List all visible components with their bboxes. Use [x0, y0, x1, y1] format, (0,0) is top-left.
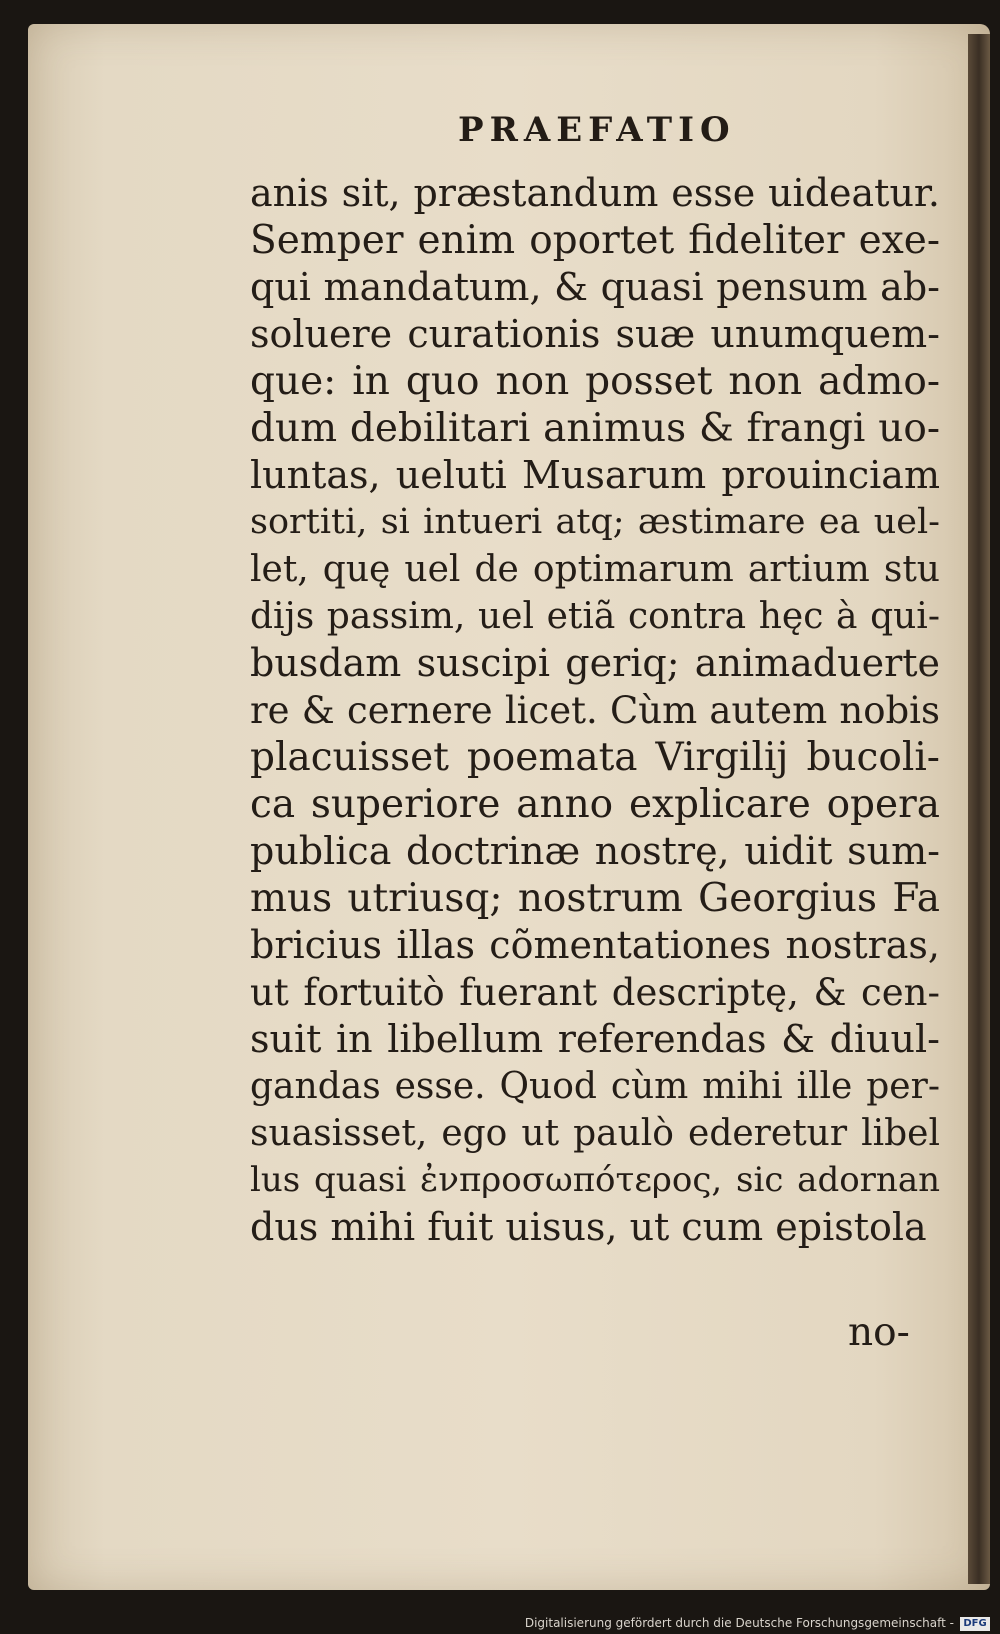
- text-line: Semper enim oportet fideliter exe-: [250, 218, 940, 263]
- text-line: placuisset poemata Virgilij bucoli-: [250, 735, 940, 780]
- text-line: gandas esse. Quod cùm mihi ille per-: [250, 1066, 940, 1107]
- book-spine-edge: [968, 34, 990, 1584]
- text-line: ut fortuitò fuerant descriptę, & cen-: [250, 971, 940, 1014]
- catchword: no-: [848, 1310, 910, 1355]
- text-line: soluere curationis suæ unumquem-: [250, 312, 940, 356]
- text-line: suit in libellum referendas & diuul-: [250, 1017, 940, 1061]
- text-line: ca superiore anno explicare opera: [250, 782, 940, 827]
- text-line: anis sit, præstandum esse uideatur.: [250, 171, 940, 215]
- text-line: suasisset, ego ut paulò ederetur libel: [250, 1113, 940, 1154]
- text-line: dum debilitari animus & frangi uo-: [250, 406, 940, 451]
- text-line: mus utriusq; nostrum Georgius Fa: [250, 876, 940, 921]
- text-line: qui mandatum, & quasi pensum ab-: [250, 265, 940, 309]
- text-line: luntas, ueluti Musarum prouinciam: [250, 453, 940, 497]
- text-line: busdam suscipi geriq; animaduerte: [250, 641, 940, 685]
- text-line: let, quę uel de optimarum artium stu: [250, 549, 940, 590]
- text-line: bricius illas cõmentationes nostras,: [250, 923, 940, 967]
- digitization-credit: Digitalisierung gefördert durch die Deutsche Forschungsgemeinschaft -: [524, 1616, 954, 1630]
- text-line: dus mihi fuit uisus, ut cum epistola: [250, 1205, 927, 1249]
- dfg-logo: DFG: [960, 1617, 990, 1631]
- text-line: publica doctrinæ nostrę, uidit sum-: [250, 829, 940, 873]
- running-header: PRAEFATIO: [458, 110, 736, 150]
- text-line: lus quasi ἐνπροσωπότερος, sic adornan: [250, 1160, 940, 1200]
- text-line: que: in quo non posset non admo-: [250, 359, 940, 404]
- text-line: dijs passim, uel etiã contra hęc à qui-: [250, 596, 940, 637]
- text-line: sortiti, si intueri atq; æstimare ea uel-: [250, 502, 940, 542]
- body-text: [250, 170, 940, 1251]
- text-line: re & cernere licet. Cùm autem nobis: [250, 689, 940, 732]
